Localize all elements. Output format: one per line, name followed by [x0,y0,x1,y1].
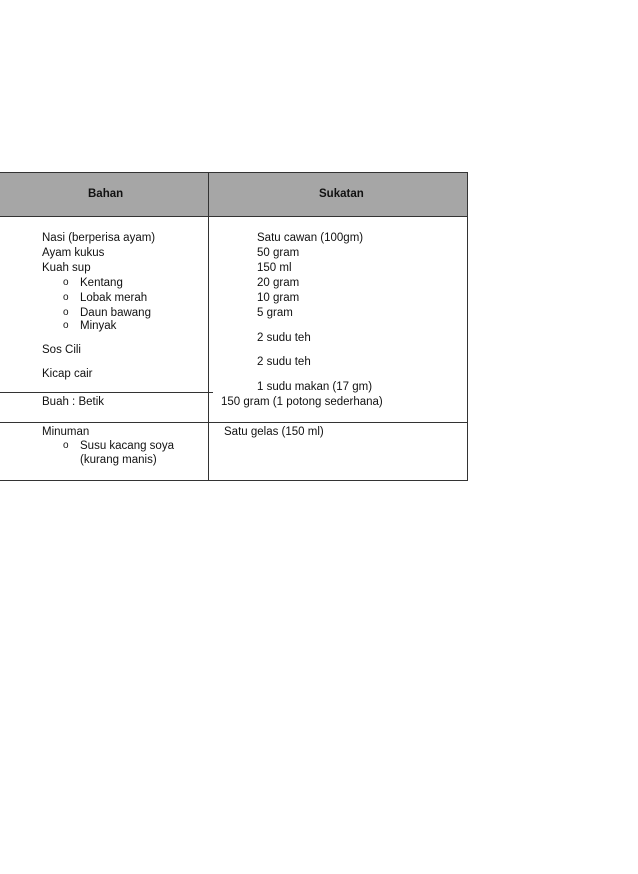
sub-ingredient-carrot: Lobak merah [80,292,148,304]
header-measure: Sukatan [319,188,364,200]
measure-oil: 2 sudu teh [257,332,311,344]
measure-carrot: 10 gram [257,292,300,304]
sub-ingredient-potato: Kentang [80,277,123,289]
sub-ingredient-oil: Minyak [80,320,117,332]
bullet-icon: o [63,440,69,451]
measure-soup: 150 ml [257,262,292,274]
bullet-icon: o [63,292,69,303]
ingredient-rice: Nasi (berperisa ayam) [42,232,156,244]
ingredient-fruit: Buah : Betik [42,396,105,408]
measure-fruit: 150 gram (1 potong sederhana) [221,396,383,408]
table-bottom-border [0,480,468,481]
bullet-icon: o [63,307,69,318]
ingredient-soup: Kuah sup [42,262,91,274]
measure-potato: 20 gram [257,277,300,289]
measure-spring-onion: 5 gram [257,307,293,319]
bullet-icon: o [63,320,69,331]
header-ingredient: Bahan [88,188,124,200]
bullet-icon: o [63,277,69,288]
sub-ingredient-soy-milk-note: (kurang manis) [80,454,157,466]
measure-chicken: 50 gram [257,247,300,259]
table-header [0,172,468,217]
sub-ingredient-spring-onion: Daun bawang [80,307,151,319]
measure-soy-sauce: 1 sudu makan (17 gm) [257,381,373,393]
measure-rice: Satu cawan (100gm) [257,232,364,244]
ingredient-drink: Minuman [42,426,90,438]
ingredients-table [0,172,468,482]
row-divider-fruit [0,422,468,423]
ingredient-soy-sauce: Kicap cair [42,368,93,380]
row-divider-main [0,392,213,393]
column-divider [208,172,209,481]
sub-ingredient-soy-milk: Susu kacang soya [80,440,174,452]
measure-drink: Satu gelas (150 ml) [224,426,324,438]
table-right-border [467,172,468,481]
ingredient-chicken: Ayam kukus [42,247,105,259]
measure-chili-sauce: 2 sudu teh [257,356,311,368]
ingredient-chili-sauce: Sos Cili [42,344,81,356]
